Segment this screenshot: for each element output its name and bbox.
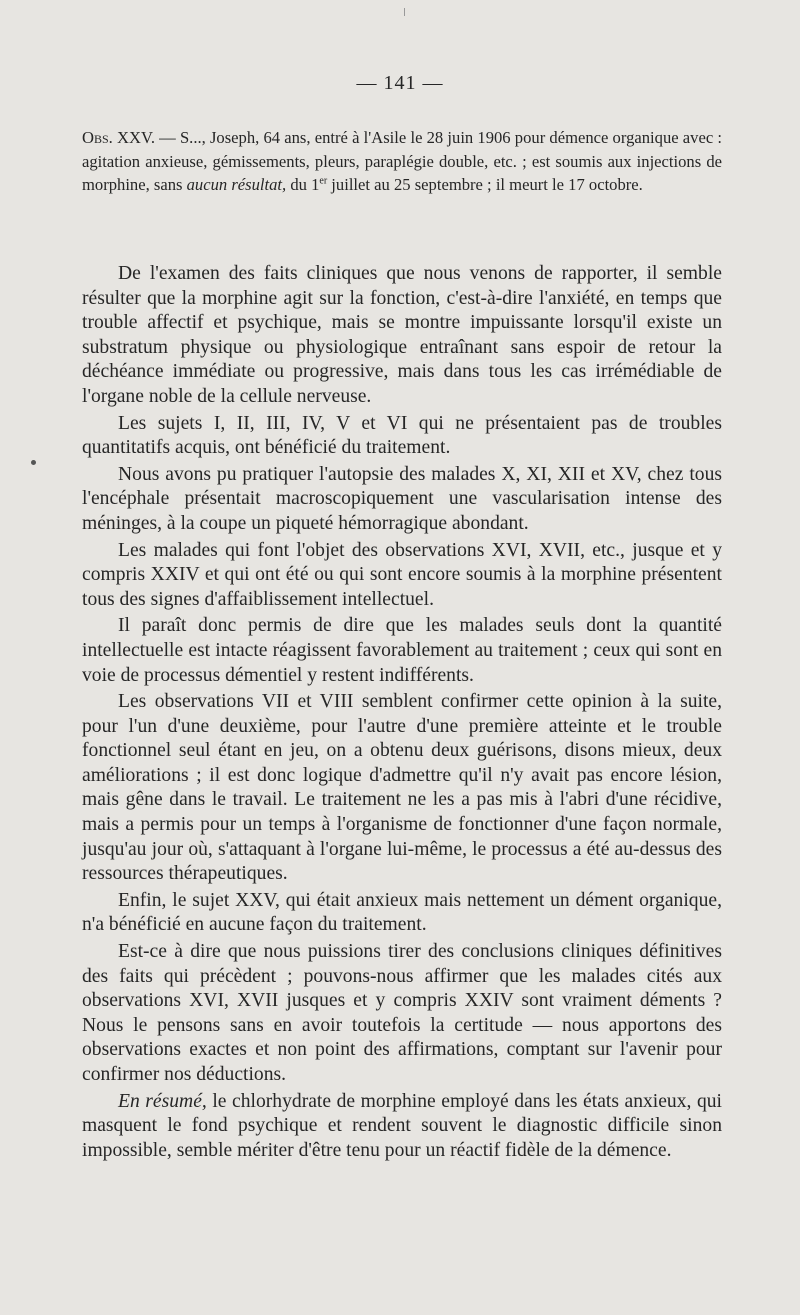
summary-paragraph [82, 1090, 722, 1164]
paragraph: Enfin, le sujet XXV, qui était anxieux mais nettement un dément organique, n'a bénéficié en aucune façon du traitement. [82, 889, 722, 936]
scan-speck [31, 460, 36, 465]
scan-edge-mark [404, 8, 405, 16]
paragraph: Nous avons pu pratiquer l'autopsie des malades X, XI, XII et XV, chez tous l'encéphale présentait macroscopiquement une vascularisation intense des méninges, à la coupe un piqueté hémorragique abondant. [82, 463, 722, 534]
observation-italic: aucun résultat, [186, 175, 287, 194]
paragraph: Les malades qui font l'objet des observations XVI, XVII, etc., jusque et y compris XXIV et qui ont été ou qui sont encore soumis à la morphine présentent tous des signes d'affaiblissement intellectuel. [82, 539, 722, 610]
summary-italic: En résumé, [118, 1090, 207, 1112]
page-number: — 141 — [356, 72, 444, 94]
observation-text-end: juillet au 25 septembre ; il meurt le 17 octobre. [327, 175, 643, 194]
observation-text: — S..., Joseph, 64 ans, entré à l'Asile le 28 juin 1906 pour démence organique avec : agitation anxieuse, gémissements, pleurs, paraplégie double, etc. ; est soumis aux injections de morphine, sans [82, 128, 722, 194]
paragraph: Les observations VII et VIII semblent confirmer cette opinion à la suite, pour l'un d'une deuxième, pour l'autre d'une première atteinte et le trouble fonctionnel seul étant en jeu, on a obtenu deux guérisons, disons mieux, deux améliorations ; il est donc logique d'admettre qu'il n'y avait pas encore lésion, mais gêne dans le travail. Le traitement ne les a pas mis à l'abri d'une récidive, mais a permis pour un temps à l'organisme de fonctionner d'une façon normale, jusqu'au jour où, s'attaquant à l'organe lui-même, le processus a été au-dessus des ressources thérapeutiques. [82, 691, 722, 885]
paragraph: De l'examen des faits cliniques que nous venons de rapporter, il semble résulter que la morphine agit sur la fonction, c'est-à-dire l'anxiété, en temps que trouble affectif et psychique, mais se montre impuissante lorsqu'il existe un substratum physique ou physiologique entraînant sans espoir de retour la déchéance immédiate ou progressive, mais dans tous les cas irrémédiable de l'organe noble de la cellule nerveuse. [82, 263, 722, 407]
paragraph: Les sujets I, II, III, IV, V et VI qui ne présentaient pas de troubles quantitatifs acquis, ont bénéficié du traitement. [82, 412, 722, 459]
ordinal-superscript: er [319, 175, 328, 187]
paragraph: Est-ce à dire que nous puissions tirer des conclusions cliniques définitives des faits qui précèdent ; pouvons-nous affirmer que les malades cités aux observations XVI, XVII jusques et y compris XXIV sont vraiment déments ? Nous le pensons sans en avoir toutefois la certitude — nous apportons des observations exactes et non point des affirmations, comptant sur l'avenir pour confirmer nos déductions. [82, 941, 722, 1085]
observation-text-after: du 1 [286, 175, 320, 194]
observation-note [82, 126, 722, 197]
body-text [82, 262, 722, 1163]
paragraph: Il paraît donc permis de dire que les malades seuls dont la quantité intellectuelle est intacte réagissent favorablement au traitement ; ceux qui sont en voie de processus démentiel y restent indifférents. [82, 615, 722, 686]
observation-label: Obs. XXV. [82, 128, 155, 147]
summary-text: le chlorhydrate de morphine employé dans les états anxieux, qui masquent le fond psychique et rendent souvent le diagnostic difficile sinon impossible, semble mériter d'être tenu pour un réactif fidèle de la démence. [82, 1090, 723, 1161]
